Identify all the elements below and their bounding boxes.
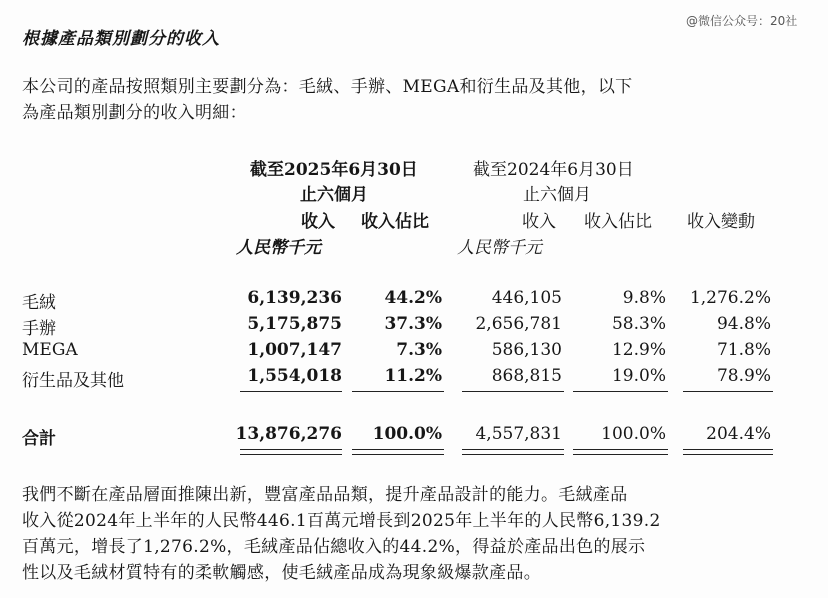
col-change: 收入變動 [687,212,755,232]
total-label: 合計 [22,429,56,449]
total-double-rule-rev-2025 [240,449,342,455]
share-2024: 19.0% [611,366,666,386]
revenue-2024: 2,656,781 [475,314,562,334]
col-share-2024: 收入佔比 [584,212,652,232]
subtotal-rule-share-2025 [352,391,444,392]
share-2025: 11.2% [384,366,442,386]
intro-line-2: 為產品類別劃分的收入明細： [22,103,247,123]
share-2025: 44.2% [384,288,442,308]
closing-line-3: 百萬元，增長了1,276.2%，毛絨產品佔總收入的44.2%，得益於產品出色的展示 [22,537,646,557]
revenue-change: 78.9% [716,366,771,386]
revenue-2025: 6,139,236 [247,288,342,308]
subtotal-rule-share-2024 [573,391,668,392]
period-current-line-2: 止六個月 [300,185,368,205]
total-double-rule-share-2025 [352,449,444,455]
subtotal-rule-rev-2024 [462,391,564,392]
total-share-2024: 100.0% [601,424,666,444]
share-2024: 9.8% [622,288,666,308]
intro-line-1: 本公司的產品按照類別主要劃分為：毛絨、手辦、MEGA和衍生品及其他，以下 [22,77,633,97]
revenue-2025: 1,007,147 [247,340,342,360]
row-label: MEGA [22,340,78,360]
total-double-rule-rev-2024 [462,449,564,455]
col-revenue-2024: 收入 [522,212,556,232]
closing-line-1: 我們不斷在產品層面推陳出新，豐富產品品類，提升產品設計的能力。毛絨產品 [22,485,628,505]
subtotal-rule-change [683,391,773,392]
share-2024: 58.3% [611,314,666,334]
total-share-2025: 100.0% [372,424,442,444]
subtotal-rule-rev-2025 [240,391,342,392]
revenue-change: 1,276.2% [689,288,771,308]
revenue-2024: 868,815 [491,366,562,386]
revenue-2025: 1,554,018 [247,366,342,386]
section-title: 根據產品類別劃分的收入 [22,29,220,49]
total-revenue-2024: 4,557,831 [475,424,562,444]
col-share-2025: 收入佔比 [361,212,429,232]
revenue-2024: 586,130 [491,340,562,360]
share-2024: 12.9% [611,340,666,360]
total-double-rule-share-2024 [573,449,668,455]
share-2025: 7.3% [396,340,442,360]
closing-line-2: 收入從2024年上半年的人民幣446.1百萬元增長到2025年上半年的人民幣6,139.2 [22,511,661,531]
period-current-line-1: 截至2025年6月30日 [250,160,418,180]
revenue-change: 71.8% [716,340,771,360]
revenue-change: 94.8% [716,314,771,334]
row-label: 衍生品及其他 [22,371,124,391]
share-2025: 37.3% [384,314,442,334]
watermark: @微信公众号：20社 [686,14,798,28]
period-prior-line-1: 截至2024年6月30日 [473,160,634,180]
closing-line-4: 性以及毛絨材質特有的柔軟觸感，使毛絨產品成為現象級爆款產品。 [22,563,541,583]
unit-2025: 人民幣千元 [236,238,321,258]
col-revenue-2025: 收入 [301,212,335,232]
total-revenue-2025: 13,876,276 [235,424,342,444]
row-label: 手辦 [22,319,56,339]
row-label: 毛絨 [22,293,56,313]
revenue-2024: 446,105 [491,288,562,308]
total-change: 204.4% [706,424,771,444]
revenue-2025: 5,175,875 [247,314,342,334]
unit-2024: 人民幣千元 [457,238,542,258]
total-double-rule-change [683,449,773,455]
period-prior-line-2: 止六個月 [523,185,591,205]
